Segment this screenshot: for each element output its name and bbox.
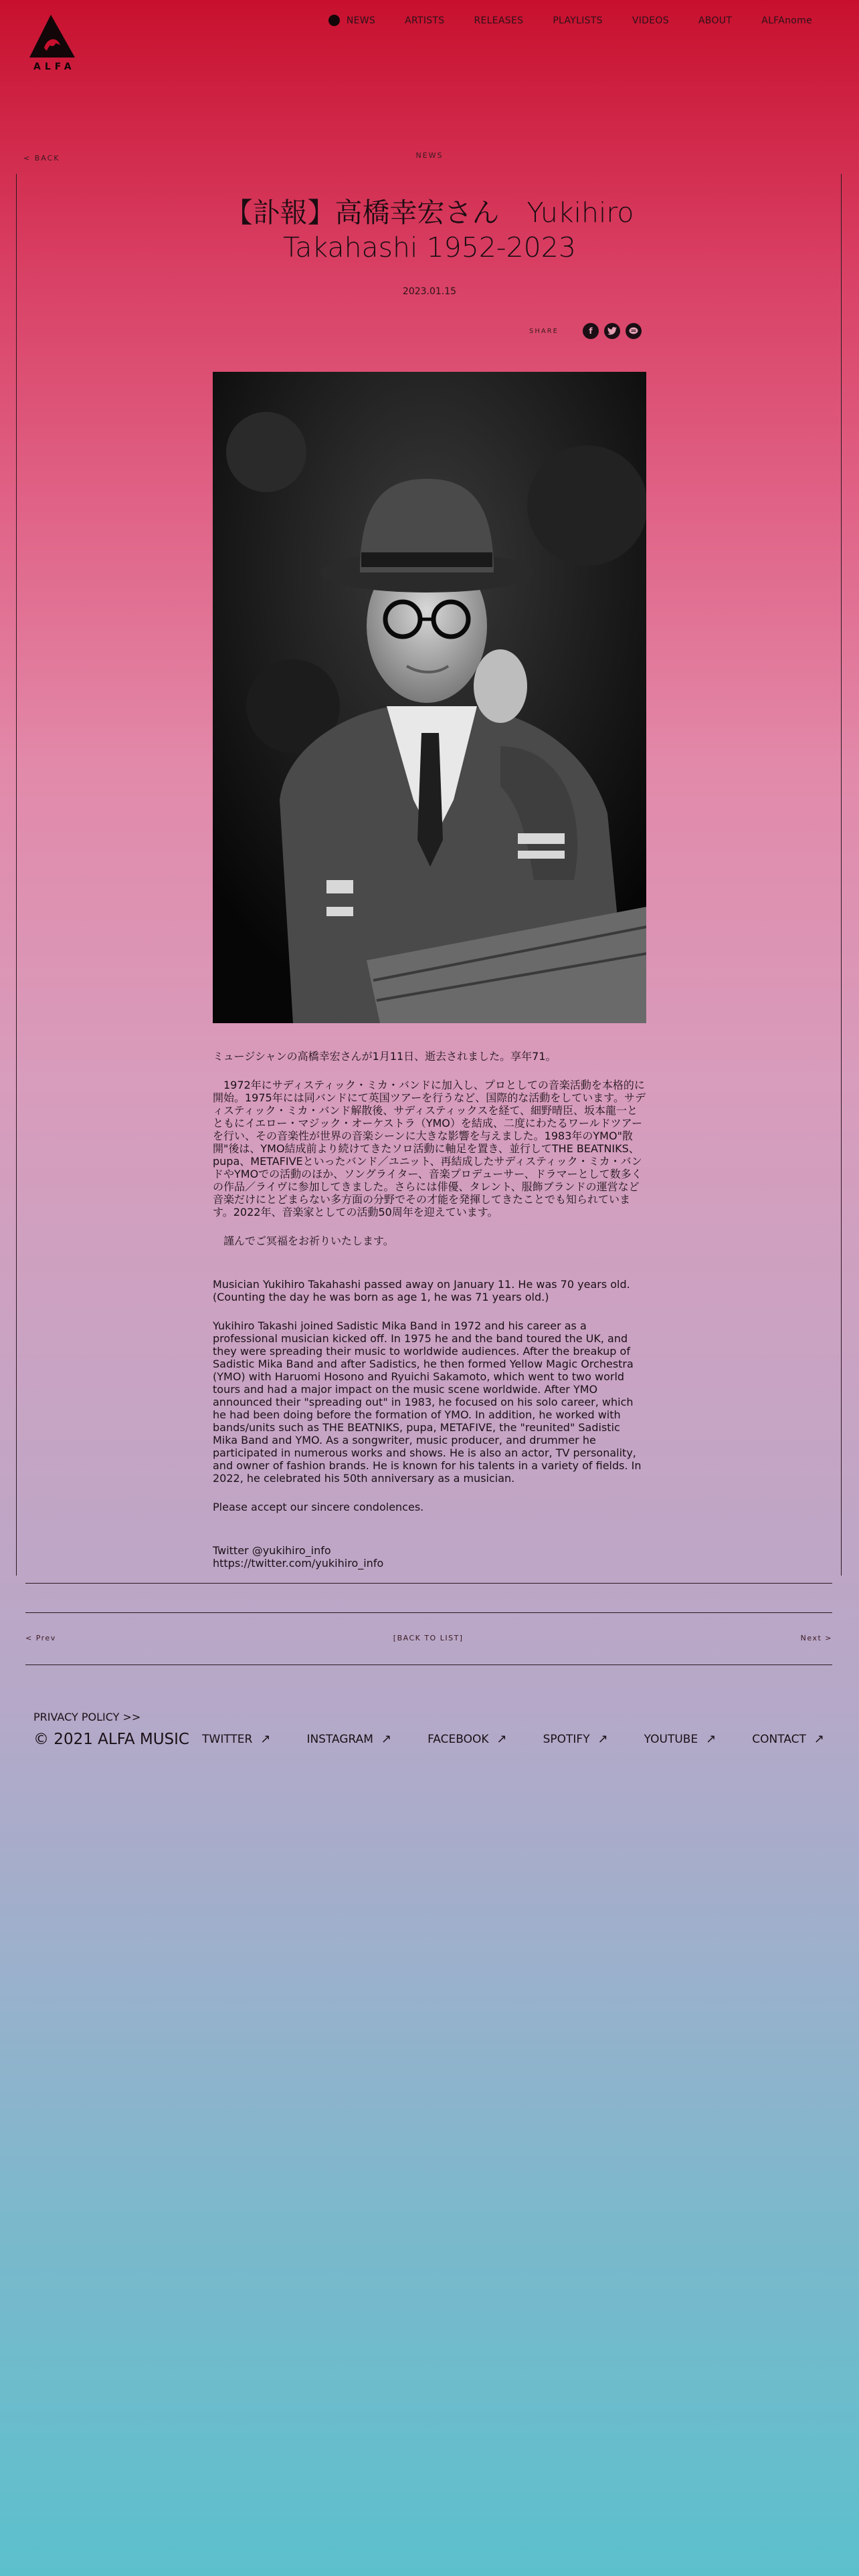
logo-text: ALFA [33, 62, 76, 72]
article-paragraph: 謹んでご冥福をお祈りいたします。 [213, 1235, 394, 1247]
share-label: SHARE [529, 327, 559, 335]
nav-artists-label: ARTISTS [405, 15, 445, 26]
back-to-list-link[interactable]: [BACK TO LIST] [393, 1634, 464, 1642]
line-icon[interactable] [626, 323, 642, 339]
footer-youtube-link[interactable] [644, 1732, 717, 1746]
footer-contact-link[interactable] [752, 1732, 824, 1746]
twitter-url-link[interactable]: https://twitter.com/yukihiro_info [213, 1557, 384, 1570]
privacy-policy-link[interactable]: PRIVACY POLICY >> [33, 1711, 141, 1723]
frame-line-right [841, 174, 842, 1576]
article-paragraph: Please accept our sincere condolences. [213, 1501, 424, 1513]
footer-instagram-link[interactable] [306, 1732, 391, 1746]
external-arrow-icon: ↗ [706, 1732, 717, 1746]
nav-releases-label: RELEASES [474, 15, 524, 26]
nav-releases[interactable] [474, 15, 523, 26]
footer-link-label: TWITTER [202, 1732, 253, 1746]
divider [25, 1583, 832, 1584]
copyright: © 2021 ALFA MUSIC [33, 1731, 189, 1748]
footer-links [202, 1732, 824, 1746]
footer-facebook-link[interactable] [427, 1732, 507, 1746]
nav-playlists[interactable] [553, 15, 603, 26]
article-body [213, 1050, 646, 1570]
nav-news-label: NEWS [346, 15, 376, 26]
frame-line-left [16, 174, 17, 1576]
page-title: 【訃報】高橋幸宏さん Yukihiro Takahashi 1952-2023 [225, 197, 634, 263]
active-dot-icon [328, 15, 340, 26]
article-paragraph: 1972年にサディスティック・ミカ・バンドに加入し、プロとしての音楽活動を本格的に開始。1975年には同バンドにて英国ツアーを行うなど、国際的な活動をしています。サディスティック・ミカ・バンド解散後、サディスティックスを経て、細野晴臣、坂本龍一とともにイエロー・マジック・オーケストラ（YMO）を結成、二度にわたるワールドツアーを行い、その音楽性が世界の音楽シーンに大きな影響を与えました。1983年のYMO"散開"後は、YMO結成前より続けてきたソロ活動に軸足を置き、並行してTHE BEATNIKS、pupa、METAFIVEといったバンド／ユニット、再結成したサディスティック・ミカ・バンドやYMOでの活動のほか、ソングライター、音楽プロデューサー、ドラマーとして数多くの作品／ライヴに参加してきました。さらには俳優、タレント、服飾ブランドの運営など音楽だけにとどまらない多方面の分野でその才能を発揮してきたことでも知られています。2022年、音楽家としての活動50周年を迎えています。 [213, 1079, 646, 1218]
footer-link-label: FACEBOOK [427, 1732, 489, 1746]
next-link[interactable]: Next > [800, 1634, 832, 1642]
footer-link-label: INSTAGRAM [306, 1732, 373, 1746]
back-link[interactable]: < BACK [23, 154, 60, 163]
breadcrumb: NEWS [415, 151, 444, 160]
divider [25, 1612, 832, 1613]
prev-link[interactable]: < Prev [25, 1634, 56, 1642]
footer-link-label: CONTACT [752, 1732, 806, 1746]
twitter-handle: Twitter @yukihiro_info [213, 1544, 331, 1557]
footer-link-label: YOUTUBE [644, 1732, 698, 1746]
nav-alfanome[interactable] [761, 15, 812, 26]
nav-news[interactable] [328, 15, 375, 26]
portrait-illustration [213, 372, 646, 1023]
nav-videos[interactable] [632, 15, 669, 26]
portrait-photo [213, 372, 646, 1023]
nav-artists[interactable] [405, 15, 444, 26]
article-paragraph: ミュージシャンの高橋幸宏さんが1月11日、逝去されました。享年71。 [213, 1050, 557, 1063]
facebook-icon[interactable]: f [583, 323, 599, 339]
external-arrow-icon: ↗ [381, 1732, 392, 1746]
footer-spotify-link[interactable] [543, 1732, 608, 1746]
footer-twitter-link[interactable] [202, 1732, 270, 1746]
nav-about[interactable] [698, 15, 732, 26]
share-bar [529, 323, 642, 339]
post-date: 2023.01.15 [402, 286, 457, 297]
main-nav [328, 15, 812, 26]
alfa-logo[interactable] [27, 13, 80, 78]
footer-link-label: SPOTIFY [543, 1732, 590, 1746]
twitter-icon[interactable] [604, 323, 620, 339]
external-arrow-icon: ↗ [814, 1732, 824, 1746]
nav-videos-label: VIDEOS [632, 15, 669, 26]
nav-alfanome-label: ALFAnome [761, 15, 812, 26]
nav-about-label: ABOUT [698, 15, 733, 26]
external-arrow-icon: ↗ [260, 1732, 271, 1746]
nav-playlists-label: PLAYLISTS [553, 15, 603, 26]
pager [25, 1634, 832, 1642]
external-arrow-icon: ↗ [496, 1732, 507, 1746]
external-arrow-icon: ↗ [597, 1732, 608, 1746]
article-paragraph: Yukihiro Takashi joined Sadistic Mika Band in 1972 and his career as a professional musician kicked off. In 1975 he and the band toured the UK, and they were spreading their music to worldwide audiences. After the breakup of Sadistic Mika Band and after Sadistics, he then formed Yellow Magic Orchestra (YMO) with Haruomi Hosono and Ryuichi Sakamoto, which went to two world tours and had a major impact on the music scene worldwide. After YMO announced their "spreading out" in 1983, he focused on his solo career, which he had been doing before the formation of YMO. In addition, he worked with bands/units such as THE BEATNIKS, pupa, METAFIVE, the "reunited" Sadistic Mika Band and YMO. As a songwriter, music producer, and drummer he participated in numerous works and shows. He is also an actor, TV personality, and owner of fashion brands. He is known for his talents in a variety of fields. In 2022, he celebrated his 50th anniversary as a musician. [213, 1319, 642, 1485]
article-paragraph: Musician Yukihiro Takahashi passed away on January 11. He was 70 years old. (Counting the day he was born as age 1, he was 71 years old.) [213, 1278, 630, 1303]
